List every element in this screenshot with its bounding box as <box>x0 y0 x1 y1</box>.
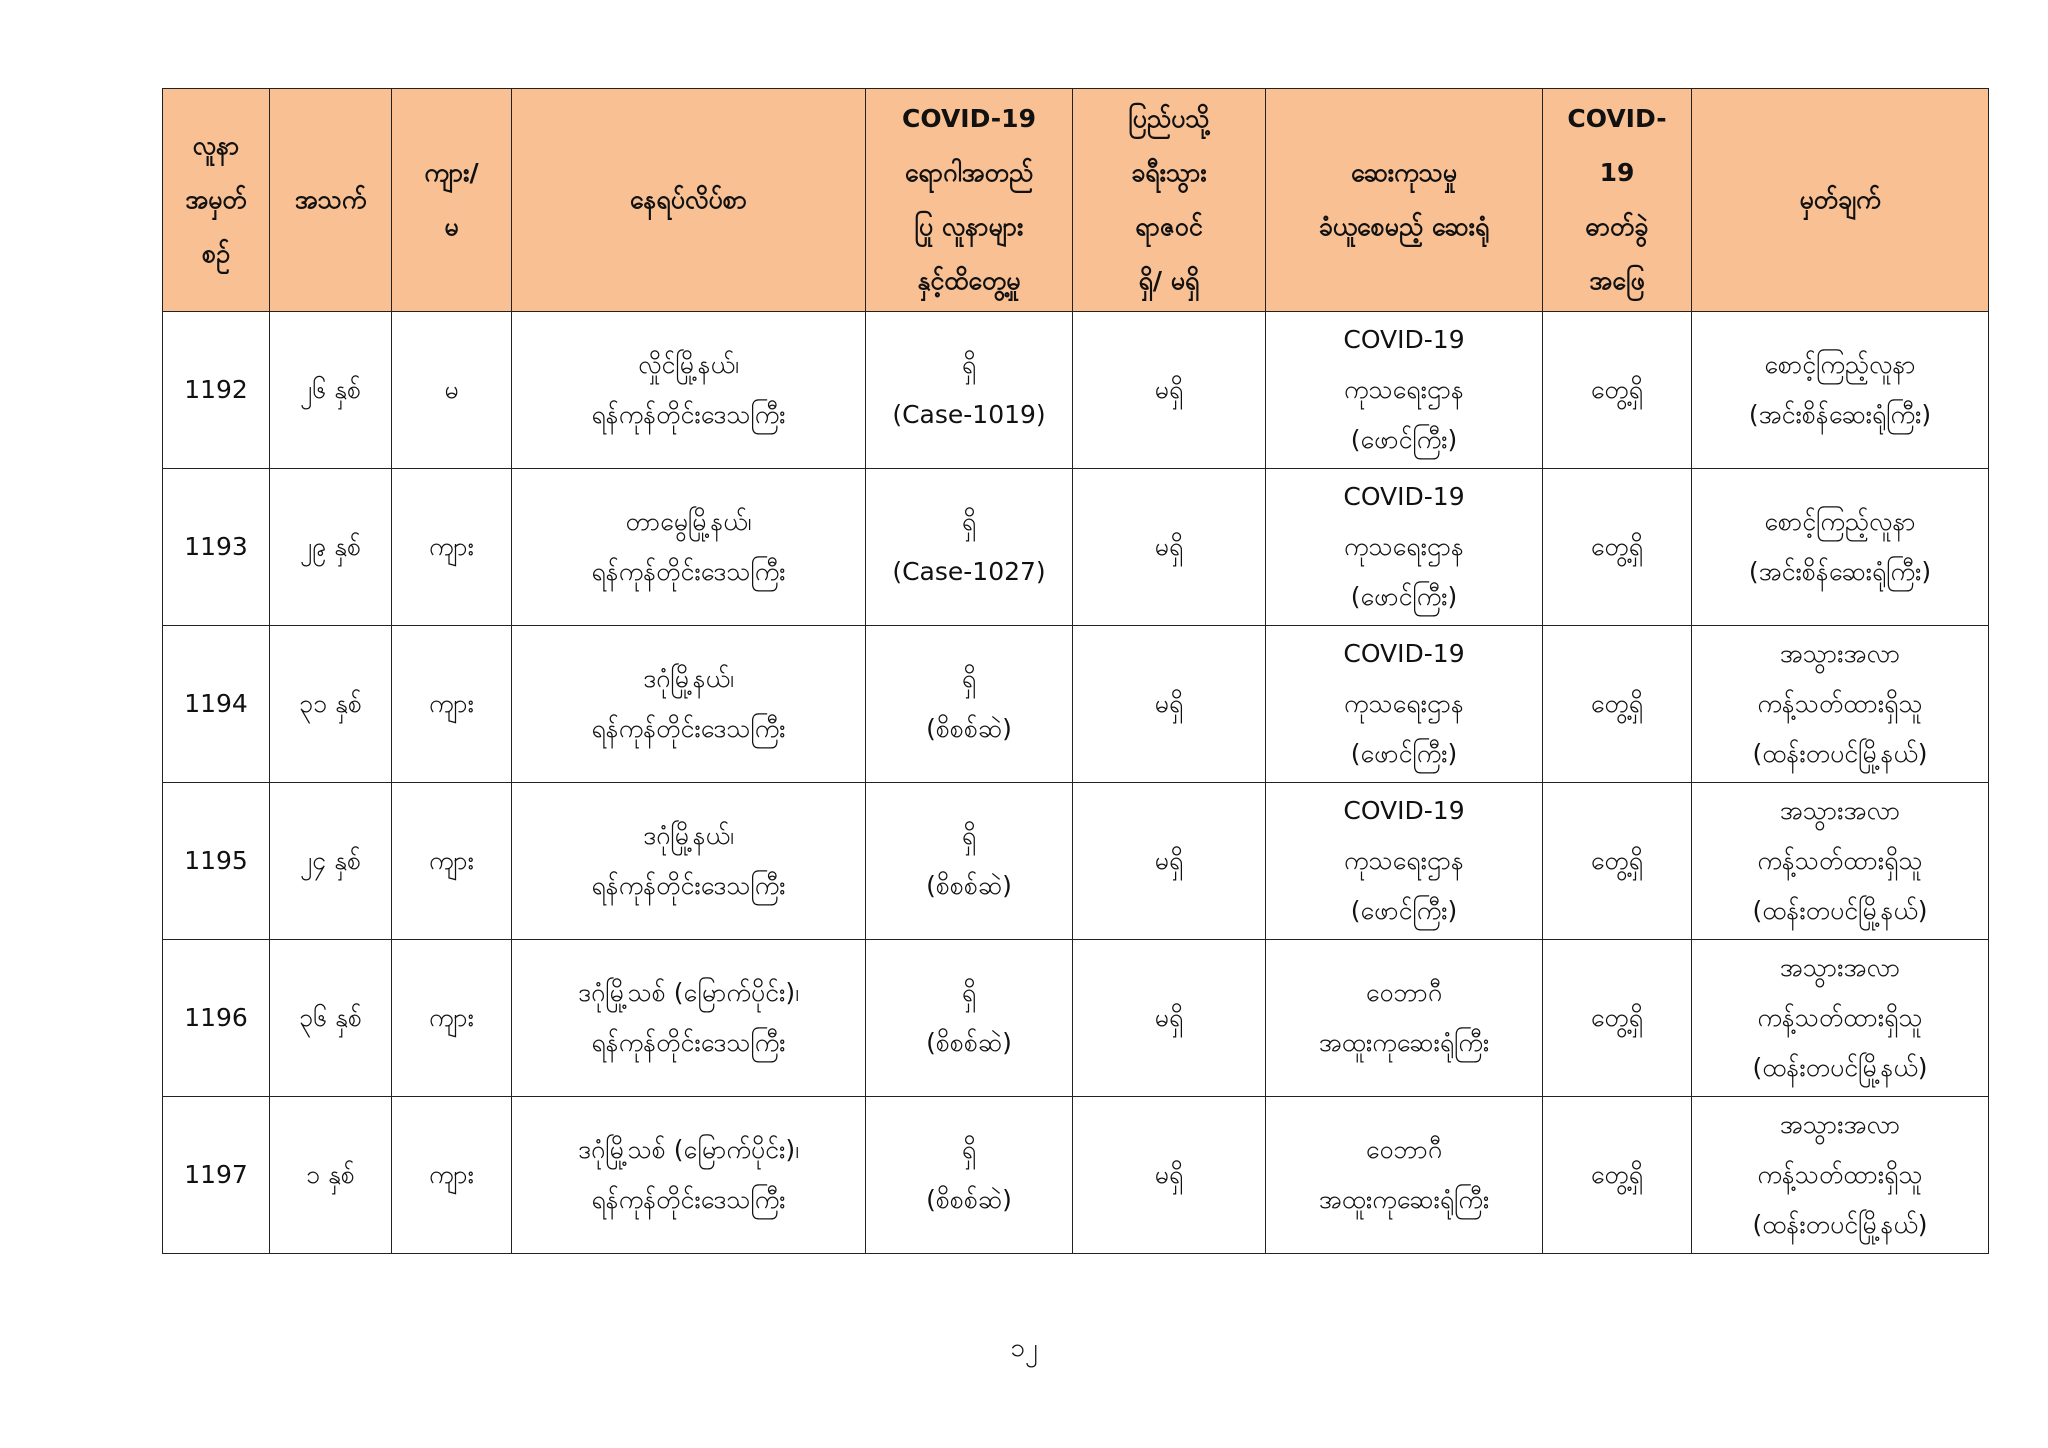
cell-line: ရှိ <box>961 1135 977 1164</box>
header-contact <box>866 89 1073 312</box>
cell-line: ရန်ကုန်တိုင်းဒေသကြီး <box>591 871 786 900</box>
cell-line: နှင့်ထိတွေ့မှု <box>917 266 1021 295</box>
cell-hospital <box>1266 626 1543 783</box>
cell-line: နေရပ်လိပ်စာ <box>629 185 748 214</box>
cell-age: ၂၆ နှစ် <box>270 312 392 469</box>
cell-line: ကန့်သတ်ထားရှိသူ <box>1757 1003 1923 1032</box>
cell-address <box>512 312 866 469</box>
cell-result: တွေ့ရှိ <box>1543 783 1692 940</box>
cell-contact <box>866 312 1073 469</box>
cell-line: ရန်ကုန်တိုင်းဒေသကြီး <box>591 714 786 743</box>
table-row <box>163 783 1989 940</box>
cell-result: တွေ့ရှိ <box>1543 1097 1692 1254</box>
cell-id: 1195 <box>163 783 270 940</box>
cell-line: (ထန်းတပင်မြို့နယ်) <box>1752 739 1928 768</box>
cell-remark <box>1692 626 1989 783</box>
cell-travel: မရှိ <box>1073 783 1266 940</box>
cell-line: ဆေးကုသမှု <box>1350 158 1458 187</box>
cell-line: ဒဂုံမြို့နယ်၊ <box>643 664 734 693</box>
cell-line: ဝေဘာဂီ <box>1365 1135 1443 1164</box>
cell-hospital <box>1266 312 1543 469</box>
cell-line: (ဖောင်ကြီး) <box>1350 425 1458 454</box>
cell-line: (စိစစ်ဆဲ) <box>926 1185 1012 1214</box>
cell-id: 1194 <box>163 626 270 783</box>
cell-line: စဉ် <box>202 239 230 268</box>
cell-line: ရှိ <box>961 664 977 693</box>
cell-line: (ထန်းတပင်မြို့နယ်) <box>1752 1053 1928 1082</box>
cell-line: အထူးကုဆေးရုံကြီး <box>1318 1028 1490 1057</box>
table-row <box>163 940 1989 1097</box>
header-row <box>163 89 1989 312</box>
cell-line: အသွားအလာ <box>1779 796 1901 825</box>
cell-line: COVID-19 <box>1343 639 1465 668</box>
cell-line: တာမွေမြို့နယ်၊ <box>625 507 752 536</box>
cell-line: ရှိ <box>961 821 977 850</box>
cell-line: ရှိ <box>961 350 977 379</box>
cell-line: ရောဂါအတည် <box>904 158 1034 187</box>
header-hospital <box>1266 89 1543 312</box>
cell-line: ဝေဘာဂီ <box>1365 978 1443 1007</box>
cell-id: 1192 <box>163 312 270 469</box>
cell-line: ရာဇဝင် <box>1135 212 1203 241</box>
cell-line: စောင့်ကြည့်လူနာ <box>1764 350 1916 379</box>
cell-line: ရန်ကုန်တိုင်းဒေသကြီး <box>591 1028 786 1057</box>
cell-contact <box>866 1097 1073 1254</box>
cell-line: အဖြေ <box>1589 266 1645 295</box>
header-sex <box>392 89 512 312</box>
cell-line: မှတ်ချက် <box>1799 185 1881 214</box>
cell-line: (စိစစ်ဆဲ) <box>926 871 1012 900</box>
cell-line: ဓာတ်ခွဲ <box>1585 212 1649 241</box>
cell-line: ပြု လူနာများ <box>914 212 1024 241</box>
cell-travel: မရှိ <box>1073 469 1266 626</box>
cell-age: ၂၄ နှစ် <box>270 783 392 940</box>
cell-address <box>512 1097 866 1254</box>
cell-id: 1193 <box>163 469 270 626</box>
cell-remark <box>1692 940 1989 1097</box>
cell-sex: ကျား <box>392 1097 512 1254</box>
table-row <box>163 626 1989 783</box>
cell-line: ဒဂုံမြို့သစ် (မြောက်ပိုင်း)၊ <box>577 1135 800 1164</box>
cell-line: ကုသရေးဌာန <box>1344 846 1464 875</box>
header-age <box>270 89 392 312</box>
cell-line: ကန့်သတ်ထားရှိသူ <box>1757 689 1923 718</box>
cell-remark <box>1692 469 1989 626</box>
cell-address <box>512 783 866 940</box>
cell-line: (Case-1027) <box>892 557 1046 586</box>
cell-hospital <box>1266 1097 1543 1254</box>
cell-sex: ကျား <box>392 626 512 783</box>
cell-line: COVID-19 <box>1343 796 1465 825</box>
cell-line: COVID- <box>1567 104 1667 133</box>
cell-hospital <box>1266 783 1543 940</box>
cell-sex: ကျား <box>392 469 512 626</box>
cell-contact <box>866 626 1073 783</box>
header-serial-no <box>163 89 270 312</box>
cell-line: မ <box>444 212 459 241</box>
cell-line: 19 <box>1599 158 1635 187</box>
cell-sex: ကျား <box>392 783 512 940</box>
cell-line: ကုသရေးဌာန <box>1344 375 1464 404</box>
table-row <box>163 312 1989 469</box>
cell-line: အသွားအလာ <box>1779 639 1901 668</box>
cell-line: ရန်ကုန်တိုင်းဒေသကြီး <box>591 1185 786 1214</box>
header-lab-result <box>1543 89 1692 312</box>
cell-line: ကျား/ <box>424 158 479 187</box>
cell-line: ရှိ <box>961 978 977 1007</box>
cell-sex: ကျား <box>392 940 512 1097</box>
cell-line: အသက် <box>294 185 367 214</box>
cell-line: (အင်းစိန်ဆေးရုံကြီး) <box>1748 400 1932 429</box>
header-travel-history <box>1073 89 1266 312</box>
cell-line: ဒဂုံမြို့သစ် (မြောက်ပိုင်း)၊ <box>577 978 800 1007</box>
cell-contact <box>866 783 1073 940</box>
cell-contact <box>866 940 1073 1097</box>
cell-age: ၂၉ နှစ် <box>270 469 392 626</box>
cell-age: ၃၆ နှစ် <box>270 940 392 1097</box>
cell-sex: မ <box>392 312 512 469</box>
cell-line: အသွားအလာ <box>1779 1110 1901 1139</box>
cell-hospital <box>1266 940 1543 1097</box>
cell-line: ကန့်သတ်ထားရှိသူ <box>1757 846 1923 875</box>
cell-travel: မရှိ <box>1073 626 1266 783</box>
cell-line: ရှိ <box>961 507 977 536</box>
cell-line: (အင်းစိန်ဆေးရုံကြီး) <box>1748 557 1932 586</box>
cell-line: (ထန်းတပင်မြို့နယ်) <box>1752 896 1928 925</box>
cell-line: (ဖောင်ကြီး) <box>1350 739 1458 768</box>
cell-result: တွေ့ရှိ <box>1543 940 1692 1097</box>
header-address <box>512 89 866 312</box>
page-number: ၁၂ <box>1010 1333 1038 1363</box>
cell-line: COVID-19 <box>902 104 1036 133</box>
cell-line: (စိစစ်ဆဲ) <box>926 1028 1012 1057</box>
cell-line: ကန့်သတ်ထားရှိသူ <box>1757 1160 1923 1189</box>
cell-line: (Case-1019) <box>892 400 1046 429</box>
cell-line: ခံယူစေမည့် ဆေးရုံ <box>1318 212 1490 241</box>
cell-id: 1196 <box>163 940 270 1097</box>
cell-travel: မရှိ <box>1073 312 1266 469</box>
cell-line: (ဖောင်ကြီး) <box>1350 896 1458 925</box>
cell-remark <box>1692 1097 1989 1254</box>
cell-travel: မရှိ <box>1073 940 1266 1097</box>
cell-result: တွေ့ရှိ <box>1543 626 1692 783</box>
cell-remark <box>1692 312 1989 469</box>
cell-line: လှိုင်မြို့နယ်၊ <box>638 350 739 379</box>
cell-line: ကုသရေးဌာန <box>1344 532 1464 561</box>
cell-remark <box>1692 783 1989 940</box>
cell-line: အထူးကုဆေးရုံကြီး <box>1318 1185 1490 1214</box>
cell-line: (ဖောင်ကြီး) <box>1350 582 1458 611</box>
cell-id: 1197 <box>163 1097 270 1254</box>
cell-address <box>512 469 866 626</box>
cell-address <box>512 940 866 1097</box>
table-body <box>163 312 1989 1254</box>
cell-line: (ထန်းတပင်မြို့နယ်) <box>1752 1210 1928 1239</box>
header-remark <box>1692 89 1989 312</box>
cell-line: ရန်ကုန်တိုင်းဒေသကြီး <box>591 557 786 586</box>
cell-line: ရန်ကုန်တိုင်းဒေသကြီး <box>591 400 786 429</box>
cell-age: ၁ နှစ် <box>270 1097 392 1254</box>
cell-age: ၃၁ နှစ် <box>270 626 392 783</box>
table-row <box>163 1097 1989 1254</box>
cell-line: COVID-19 <box>1343 482 1465 511</box>
cell-line: လူနာ <box>192 131 240 160</box>
cell-travel: မရှိ <box>1073 1097 1266 1254</box>
table-row <box>163 469 1989 626</box>
cell-line: (စိစစ်ဆဲ) <box>926 714 1012 743</box>
cell-line: ကုသရေးဌာန <box>1344 689 1464 718</box>
cases-table <box>162 88 1989 1254</box>
cell-line: အမှတ် <box>185 185 247 214</box>
cell-line: အသွားအလာ <box>1779 953 1901 982</box>
cell-result: တွေ့ရှိ <box>1543 469 1692 626</box>
cell-line: ခရီးသွား <box>1131 158 1207 187</box>
cell-result: တွေ့ရှိ <box>1543 312 1692 469</box>
cell-address <box>512 626 866 783</box>
cell-hospital <box>1266 469 1543 626</box>
cell-line: ရှိ/ မရှိ <box>1138 266 1200 295</box>
cell-line: ပြည်ပသို့ <box>1128 104 1210 133</box>
cell-line: COVID-19 <box>1343 325 1465 354</box>
cell-line: ဒဂုံမြို့နယ်၊ <box>643 821 734 850</box>
cell-contact <box>866 469 1073 626</box>
cell-line: စောင့်ကြည့်လူနာ <box>1764 507 1916 536</box>
